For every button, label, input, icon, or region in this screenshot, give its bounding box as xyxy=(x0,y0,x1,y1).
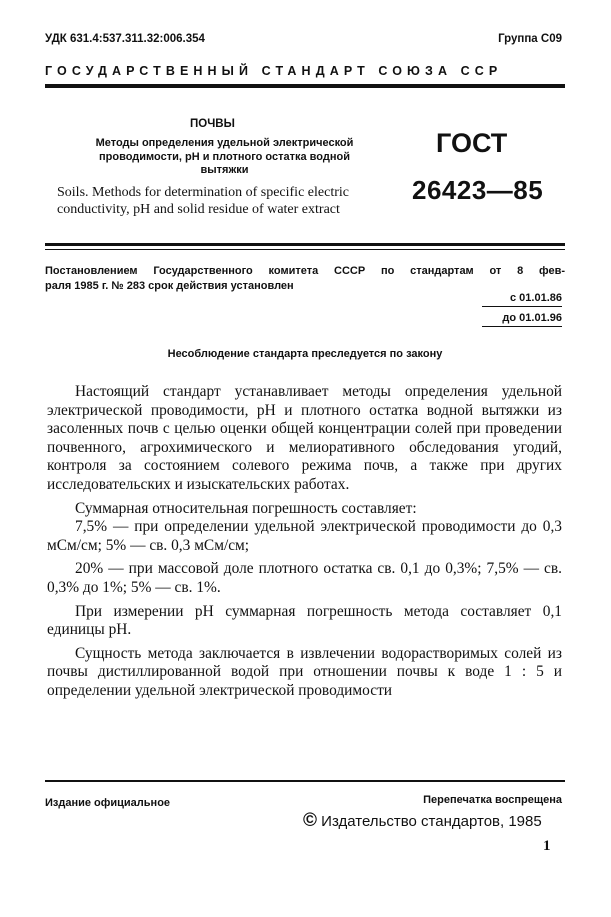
group-code: Группа С09 xyxy=(498,33,562,45)
paragraph: Суммарная относительная погрешность составляет: xyxy=(75,499,417,517)
publisher-line xyxy=(303,810,542,832)
title-en-line: conductivity, pH and solid residue of water extract xyxy=(57,201,340,217)
title-rule-thin xyxy=(45,249,565,250)
title-ru-line: вытяжки xyxy=(200,164,249,176)
page-number: 1 xyxy=(543,838,551,854)
valid-rule xyxy=(482,326,562,327)
gost-number: 26423—85 xyxy=(412,175,544,205)
paragraph: При измерении pH суммарная погрешность метода составляет 0,1 единицы pH. xyxy=(47,602,562,639)
valid-rule xyxy=(482,306,562,307)
decree-line: Постановлением Государственного комитета СССР по стандартам от 8 фев- xyxy=(45,265,565,277)
official-edition: Издание официальное xyxy=(45,797,171,809)
publisher: Издательство стандартов, 1985 xyxy=(321,813,542,830)
valid-from: с 01.01.86 xyxy=(510,292,562,304)
banner-rule xyxy=(45,84,565,88)
udk-code: УДК 631.4:537.311.32:006.354 xyxy=(45,33,205,45)
category-title: ПОЧВЫ xyxy=(190,118,235,130)
valid-to: до 01.01.96 xyxy=(502,312,562,324)
title-en-line: Soils. Methods for determination of specific electric xyxy=(57,185,349,200)
footer-rule xyxy=(45,780,565,782)
decree xyxy=(45,264,565,294)
title-ru xyxy=(57,137,392,178)
body-text xyxy=(47,383,562,701)
title-ru-line: Методы определения удельной электрической xyxy=(95,137,354,149)
paragraph: Сущность метода заключается в извлечении водорастворимых солей из почвы дистиллированной водой при отношении почвы к воде 1 : 5 и определении удельной электрической проводимости xyxy=(47,644,562,699)
gost-label: ГОСТ xyxy=(436,128,508,158)
paragraph: Настоящий стандарт устанавливает методы определения удельной электрической проводимости, pH и плотного остатка водной вытяжки из засоленных почв с целью оценки общей концентрации солей при проведении почвенного, агрохимического и мелиоративного обследования угодий, контроля за состоянием солевого режима почв, а также при других исследовательских и изыскательских работах. xyxy=(47,383,562,493)
copyright-icon: © xyxy=(303,810,317,831)
decree-line: раля 1985 г. № 283 срок действия установлен xyxy=(45,280,294,292)
title-ru-line: проводимости, pH и плотного остатка водной xyxy=(99,150,350,163)
title-en xyxy=(57,185,392,218)
legal-warning: Несоблюдение стандарта преследуется по закону xyxy=(167,348,443,360)
reprint-notice: Перепечатка воспрещена xyxy=(423,794,562,806)
banner-title: ГОСУДАРСТВЕННЫЙ СТАНДАРТ СОЮЗА ССР xyxy=(45,64,503,78)
paragraph: 20% — при массовой доле плотного остатка св. 0,1 до 0,3%; 7,5% — св. 0,3% до 1%; 5% — св. 1%. xyxy=(47,560,562,596)
paragraph: 7,5% — при определении удельной электрической проводимости до 0,3 мСм/см; 5% — св. 0,3 мСм/см; xyxy=(47,518,562,554)
title-rule xyxy=(45,243,565,246)
